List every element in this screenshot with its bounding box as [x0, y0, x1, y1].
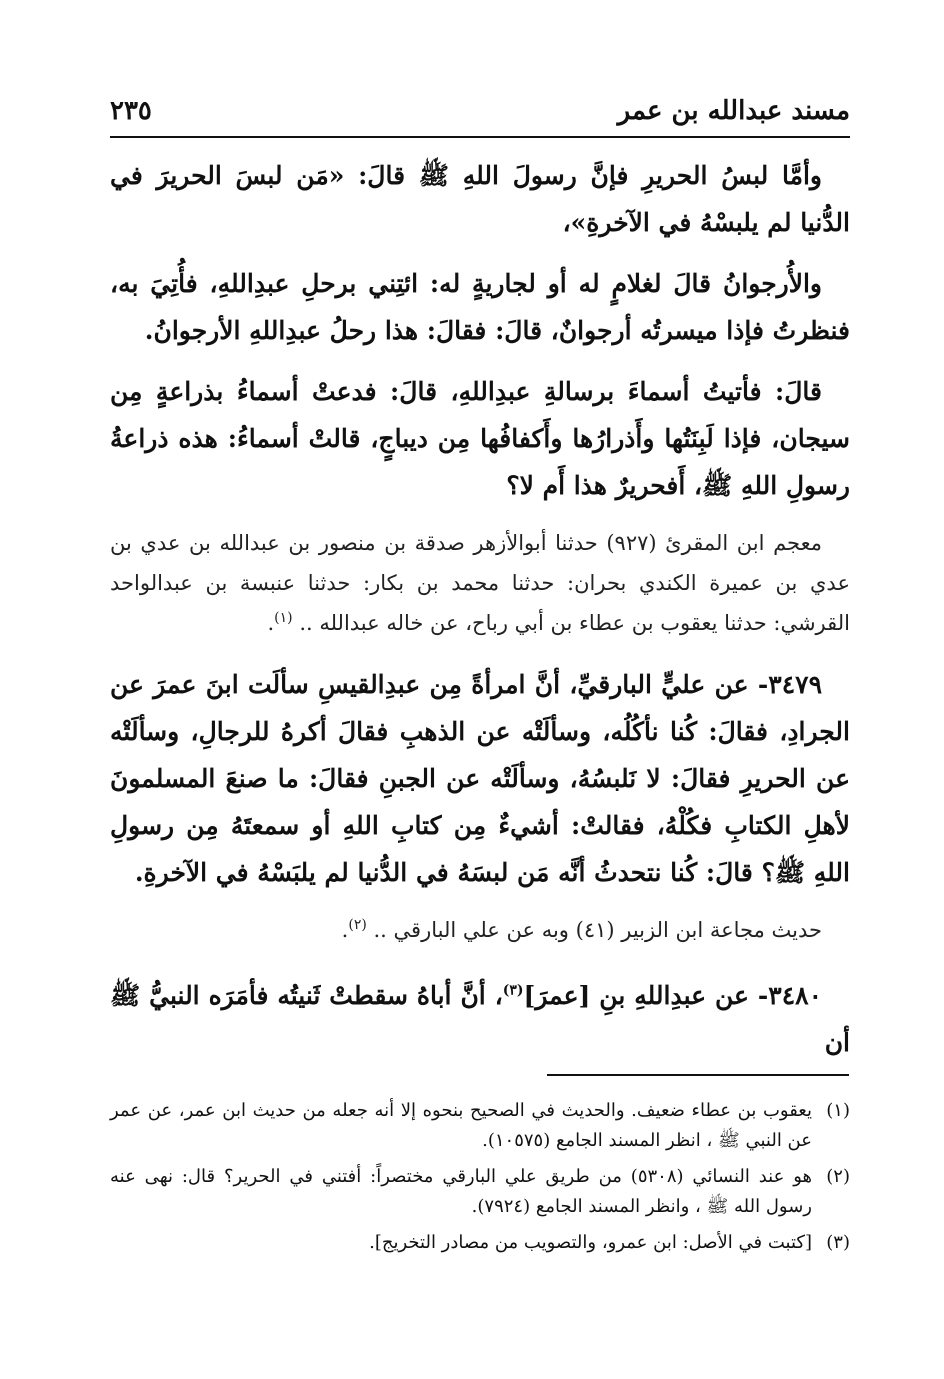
hadith-3480 [110, 972, 850, 1066]
footnote-3-number: (٣) [826, 1232, 850, 1253]
footnote-1-number: (١) [826, 1100, 850, 1121]
hadith-3480-start: ٣٤٨٠- عن عبدِاللهِ بنِ [عمرَ] [523, 981, 822, 1010]
footnote-1 [110, 1096, 850, 1156]
footnote-3 [110, 1228, 850, 1258]
hadith-3479: ٣٤٧٩- عن عليٍّ البارقيِّ، أنَّ امرأةً مِن عبدِالقيسِ سألَت ابنَ عمرَ عن الجرادِ، فقالَ: كُنا نأكُلُه، وسألَتْه عن الذهبِ فقالَ أكرهُ للرجالِ، وسألَتْه عن الحريرِ فقالَ: لا نَلبسُهُ، وسألَتْه عن الجبنِ فقالَ: ما صنعَ المسلمونَ لأهلِ الكتابِ فكُلْهُ، فقالتْ: أشيءٌ مِن كتابِ اللهِ أو سمعتَهُ مِن رسولِ اللهِ ﷺ؟ قالَ: كُنا نتحدثُ أنَّه مَن لبسَهُ في الدُّنيا لم يلبَسْهُ في الآخرةِ. [110, 670, 850, 887]
running-title: مسند عبدالله بن عمر [617, 96, 850, 126]
footnote-2-text: هو عند النسائي (٥٣٠٨) من طريق علي البارقي مختصراً: أفتني في الحرير؟ قال: نهى عنه رسول الله ﷺ ، وانظر المسند الجامع (٧٩٢٤). [110, 1166, 812, 1217]
footnote-2-number: (٢) [826, 1166, 850, 1187]
footnote-1-text: يعقوب بن عطاء ضعيف. والحديث في الصحيح بنحوه إلا أنه جعله من حديث ابن عمر، عن عمر عن النبي ﷺ ، انظر المسند الجامع (١٠٥٧٥). [110, 1100, 812, 1151]
paragraph-purple: والأُرجوانُ قالَ لغلامٍ له أو لجاريةٍ له: ائتِني برحلِ عبدِاللهِ، فأُتِيَ به، فنظرتُ فإذا ميسرتُه أرجوانٌ، قالَ: فقالَ: هذا رحلُ عبدِاللهِ الأرجوانُ. [110, 269, 850, 345]
footnote-2 [110, 1162, 850, 1222]
page-header [110, 92, 850, 138]
footnote-separator [547, 1074, 849, 1076]
hadith-3480-rest: ، أنَّ أباهُ سقطتْ ثَنيتُه فأمَرَه النبيُّ ﷺ أن [110, 981, 850, 1057]
paragraph-silk: وأمَّا لبسُ الحريرِ فإنَّ رسولَ اللهِ ﷺ قالَ: «مَن لبسَ الحريرَ في الدُّنيا لم يلبسْهُ في الآخرةِ»، [110, 161, 850, 237]
paragraph-asma: قالَ: فأتيتُ أسماءَ برسالةِ عبدِاللهِ، قالَ: فدعتْ أسماءُ بذراعةٍ مِن سيجان، فإذا لَبِنَتُها وأَذرارُها وأَكفافُها مِن ديباجٍ، قالتْ أسماءُ: هذه ذراعةُ رسولِ اللهِ ﷺ، أَفحريرٌ هذا أَم لا؟ [110, 377, 850, 500]
footnote-3-text: [كتبت في الأصل: ابن عمرو، والتصويب من مصادر التخريج]. [369, 1232, 812, 1253]
footnote-ref-3: (٣) [502, 982, 524, 999]
footnote-ref-2: (٢) [348, 917, 367, 933]
source-note-2-text: حديث مجاعة ابن الزبير (٤١) وبه عن علي البارقي .. [373, 918, 822, 942]
footnotes [110, 1096, 850, 1264]
source-note-1: معجم ابن المقرئ (٩٢٧) حدثنا أبوالأزهر صدقة بن منصور بن عبدالله بن عدي بن عدي بن عميرة الكندي بحران: حدثنا محمد بن بكار: حدثنا عنبسة بن عبدالواحد القرشي: حدثنا يعقوب بن عطاء بن أبي رباح، عن خاله عبدالله .. $^{(١)}$. [110, 531, 850, 635]
source-note-1-text: معجم ابن المقرئ (٩٢٧) حدثنا أبوالأزهر صدقة بن منصور بن عبدالله بن عدي بن عدي بن عميرة الكندي بحران: حدثنا محمد بن بكار: حدثنا عنبسة بن عبدالواحد القرشي: حدثنا يعقوب بن عطاء بن أبي رباح، عن خاله عبدالله .. [110, 531, 850, 635]
source-note-2: حديث مجاعة ابن الزبير (٤١) وبه عن علي البارقي .. $^{(٢)}$. [341, 917, 822, 942]
footnote-ref-1: (١) [274, 610, 293, 626]
page-number: ٢٣٥ [110, 96, 152, 126]
main-text [110, 152, 850, 1080]
